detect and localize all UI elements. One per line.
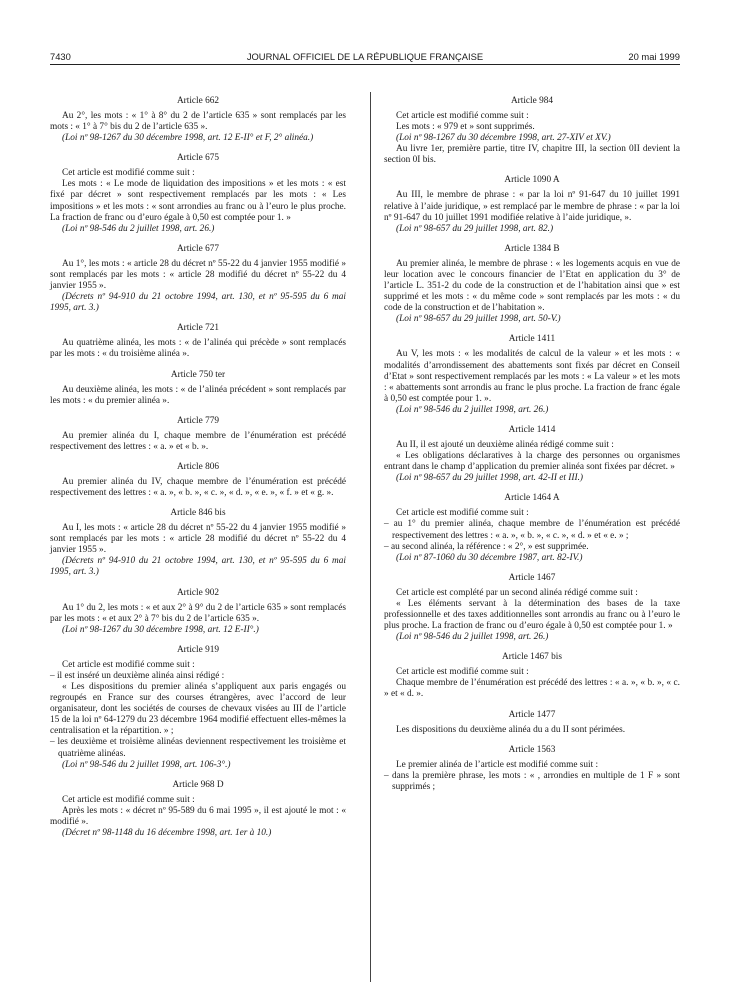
article-1384B (384, 244, 680, 326)
article-1464A (384, 493, 680, 563)
paragraph: Au livre 1er, première partie, titre IV, chapitre III, la section 0II devient la section 0I bis. (384, 144, 680, 166)
paragraph: « Les dispositions du premier alinéa s’appliquent aux paris engagés ou regroupés en France sur des courses étrangères, avec l’accord de leur organisateur, dont les sociétés de courses de chevaux visées au III de l’article 15 de la loi nº 64-1279 du 23 décembre 1964 modifié effectuent elles-mêmes la centralisation et la répartition. » ; (50, 682, 346, 737)
list-item: – il est inséré un deuxième alinéa ainsi rédigé : (50, 670, 225, 681)
list-item: – au second alinéa, la référence : « 2°, » est supprimée. (384, 541, 589, 552)
article-662 (50, 96, 346, 144)
paragraph: Au III, le membre de phrase : « par la loi nº 91-647 du 10 juillet 1991 relative à l’aide juridique, » est remplacé par le membre de phrase : « par la loi nº 91-647 du 10 juillet 1991 modifiée relative à l’aide juridique, ». (384, 190, 680, 223)
legal-reference: (Loi nº 98-1267 du 30 décembre 1998, art. 12 E-II° et F, 2° alinéa.) (62, 133, 314, 144)
paragraph: Les dispositions du deuxième alinéa du a du II sont périmées. (396, 724, 626, 735)
paragraph: Cet article est modifié comme suit : (62, 794, 195, 805)
journal-title: JOURNAL OFFICIEL DE LA RÉPUBLIQUE FRANÇAISE (246, 51, 484, 62)
article-title: Article 1467 bis (502, 652, 562, 663)
article-1467bis (384, 652, 680, 700)
paragraph: Au premier alinéa du I, chaque membre de l’énumération est précédé respectivement des lettres : « a. » et « b. ». (50, 430, 346, 452)
issue-date: 20 mai 1999 (628, 51, 680, 62)
article-846bis (50, 508, 346, 578)
legal-reference: (Loi nº 98-546 du 2 juillet 1998, art. 106-3°.) (62, 759, 231, 770)
article-title: Article 721 (176, 323, 220, 334)
article-1411 (384, 334, 680, 416)
paragraph: Cet article est modifié comme suit : (396, 667, 529, 678)
page-header (50, 50, 680, 64)
article-title: Article 1464 A (504, 493, 560, 504)
article-title: Article 675 (176, 153, 220, 164)
paragraph: Au deuxième alinéa, les mots : « de l’alinéa précédent » sont remplacés par les mots : « du premier alinéa ». (50, 384, 346, 406)
page-number: 7430 (50, 51, 71, 62)
paragraph: Le premier alinéa de l’article est modifié comme suit : (396, 759, 599, 770)
article-title: Article 662 (176, 96, 220, 106)
left-column (50, 96, 346, 839)
article-title: Article 846 bis (170, 508, 226, 519)
paragraph: Au 1°, les mots : « article 28 du décret nº 55-22 du 4 janvier 1955 modifié » sont remplacés par les mots : « article 28 modifié du décret nº 55-22 du 4 janvier 1955 ». (50, 258, 346, 292)
article-title: Article 1563 (508, 744, 556, 755)
article-title: Article 1477 (508, 709, 556, 720)
article-title: Article 1414 (508, 424, 556, 435)
legal-reference: (Loi nº 98-546 du 2 juillet 1998, art. 26.) (62, 223, 215, 234)
paragraph: Cet article est modifié comme suit : (396, 508, 529, 519)
legal-reference: (Loi nº 98-1267 du 30 décembre 1998, art. 12 E-II°.) (62, 624, 259, 635)
article-1467 (384, 573, 680, 643)
article-title: Article 1411 (508, 334, 556, 345)
paragraph: Au 1° du 2, les mots : « et aux 2° à 9° du 2 de l’article 635 » sont remplacés par les mots : « et aux 2° à 7° bis du 2 de l’article 635 ». (50, 602, 346, 624)
paragraph: Au II, il est ajouté un deuxième alinéa rédigé comme suit : (396, 439, 614, 450)
legal-reference: (Décret nº 98-1148 du 16 décembre 1998, art. 1er à 10.) (62, 828, 272, 839)
paragraph: Chaque membre de l’énumération est précédé des lettres : « a. », « b. », « c. » et « d. ». (384, 678, 680, 700)
paragraph: Les mots : « 979 et » sont supprimés. (396, 122, 535, 133)
article-title: Article 1384 B (504, 243, 560, 254)
paragraph: Au I, les mots : « article 28 du décret nº 55-22 du 4 janvier 1955 modifié » sont remplacés par les mots : « article 28 modifié du décret nº 55-22 du 4 janvier 1955 ». (50, 523, 346, 556)
article-title: Article 968 D (172, 779, 224, 790)
paragraph: Au 2°, les mots : « 1° à 8° du 2 de l’article 635 » sont remplacés par les mots : « 1° à 7° bis du 2 de l’article 635 ». (50, 111, 346, 133)
article-1414 (384, 425, 680, 484)
article-title: Article 779 (176, 415, 220, 426)
article-806 (50, 462, 346, 499)
article-title: Article 919 (176, 644, 220, 655)
paragraph: Cet article est modifié comme suit : (62, 168, 195, 179)
header-rule (50, 64, 680, 65)
article-675 (50, 153, 346, 235)
paragraph: Au premier alinéa, le membre de phrase : « les logements acquis en vue de leur location avec le concours financier de l’Etat en application du 3° de l’article L. 351-2 du code de la construction et de l’habitation ainsi que » est supprimé et les mots : « du même code » sont remplacés par les mots : « du code de la construction et de l’habitation ». (384, 258, 680, 314)
article-984 (384, 96, 680, 166)
article-title: Article 806 (176, 461, 220, 472)
legal-reference: (Décrets nº 94-910 du 21 octobre 1994, art. 130, et nº 95-595 du 6 mai 1995, art. 3.) (50, 292, 346, 314)
article-677 (50, 244, 346, 314)
article-title: Article 984 (510, 96, 554, 106)
article-968D (50, 780, 346, 839)
paragraph: « Les éléments servant à la détermination des bases de la taxe professionnelle et des taxes additionnelles sont arrondis au franc ou à l’euro le plus proche. La fraction de franc ou d’euro égale à 0,50 est comptée pour 1. » (384, 598, 680, 632)
article-750ter (50, 370, 346, 407)
article-title: Article 1467 (508, 572, 556, 583)
article-title: Article 677 (176, 243, 220, 254)
paragraph: Après les mots : « décret nº 95-589 du 6 mai 1995 », il est ajouté le mot : « modifié ». (50, 805, 346, 827)
paragraph: Cet article est modifié comme suit : (396, 111, 529, 121)
paragraph: Au quatrième alinéa, les mots : « de l’alinéa qui précède » sont remplacés par les mots : « du troisième alinéa ». (50, 338, 346, 360)
paragraph: Les mots : « Le mode de liquidation des impositions » et les mots : « est fixé par décret » sont respectivement remplacés par les mots : « Les impositions » et les mots : « sont arrondies au franc ou à l’euro le plus proche. La fraction de franc ou d’euro égale à 0,50 est comptée pour 1. » (50, 179, 346, 223)
column-divider (370, 92, 371, 982)
paragraph: Cet article est complété par un second alinéa rédigé comme suit : (396, 587, 638, 598)
article-title: Article 750 ter (170, 369, 226, 380)
legal-reference: (Décrets nº 94-910 du 21 octobre 1994, art. 130, et nº 95-595 du 6 mai 1995, art. 3.) (50, 556, 346, 578)
legal-reference: (Loi nº 98-657 du 29 juillet 1998, art. 82.) (396, 223, 554, 234)
article-1563 (384, 745, 680, 793)
right-column (384, 96, 680, 793)
article-721 (50, 323, 346, 360)
legal-reference: (Loi nº 87-1060 du 30 décembre 1987, art. 82-IV.) (396, 552, 583, 563)
article-779 (50, 416, 346, 453)
list-item: – au 1° du premier alinéa, chaque membre de l’énumération est précédé respectivement des lettres : « a. », « b. », « c. », « d. » et « e. » ; (384, 519, 680, 541)
list-item: – dans la première phrase, les mots : « , arrondies en multiple de 1 F » sont supprimés ; (384, 770, 680, 792)
paragraph: Cet article est modifié comme suit : (62, 659, 195, 670)
article-902 (50, 588, 346, 636)
article-1090A (384, 175, 680, 234)
list-item: – les deuxième et troisième alinéas deviennent respectivement les troisième et quatrième alinéas. (50, 737, 346, 759)
paragraph: Au V, les mots : « les modalités de calcul de la valeur » et les mots : « modalités d’arrondissement des abattements sont fixés par décret en Conseil d’Etat » sont respectivement remplacés par les mots : « La valeur » et les mots : « abattements sont arrondis au franc le plus proche. La fraction de franc égale à 0,50 est comptée pour 1. ». (384, 349, 680, 404)
legal-reference: (Loi nº 98-657 du 29 juillet 1998, art. 50-V.) (396, 314, 561, 325)
legal-reference: (Loi nº 98-657 du 29 juillet 1998, art. 42-II et III.) (396, 473, 583, 484)
paragraph: « Les obligations déclaratives à la charge des personnes ou organismes entrant dans le champ d’application du premier alinéa sont fixées par décret. » (384, 451, 680, 473)
legal-reference: (Loi nº 98-546 du 2 juillet 1998, art. 26.) (396, 404, 549, 415)
paragraph: Au premier alinéa du IV, chaque membre de l’énumération est précédé respectivement des lettres : « a. », « b. », « c. », « d. », « e. », « f. » et « g. ». (50, 476, 346, 498)
legal-reference: (Loi nº 98-1267 du 30 décembre 1998, art. 27-XIV et XV.) (396, 133, 611, 144)
article-919 (50, 645, 346, 771)
legal-reference: (Loi nº 98-546 du 2 juillet 1998, art. 26.) (396, 632, 549, 643)
article-title: Article 902 (176, 587, 220, 598)
article-1477 (384, 710, 680, 736)
article-title: Article 1090 A (504, 175, 560, 186)
